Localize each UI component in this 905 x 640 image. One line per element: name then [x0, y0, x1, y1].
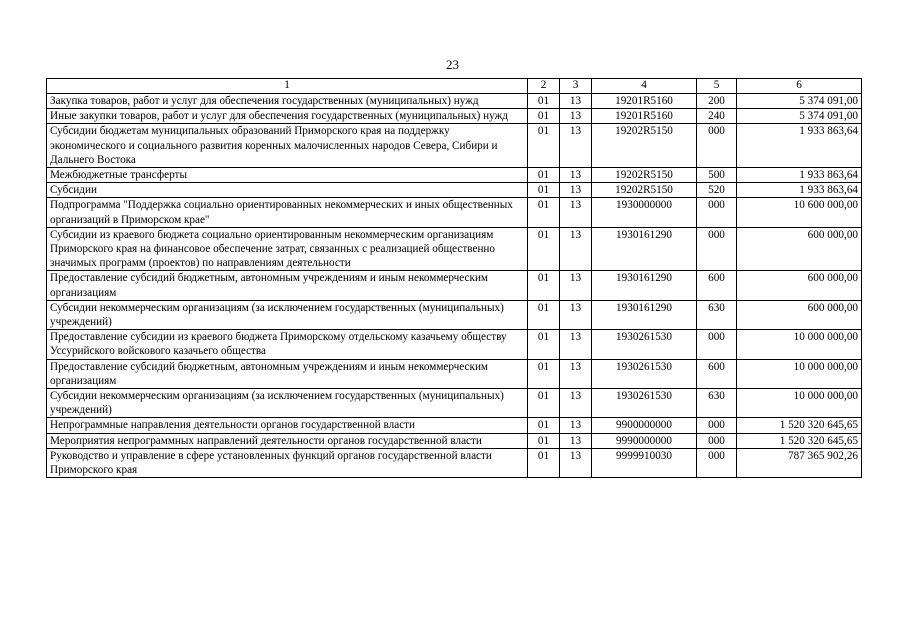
table-row	[47, 271, 862, 300]
cell-target-code: 1930161290	[592, 271, 697, 300]
cell-subsection: 13	[560, 418, 592, 433]
cell-section: 01	[528, 433, 560, 448]
cell-target-code: 19202R5150	[592, 183, 697, 198]
cell-section: 01	[528, 94, 560, 109]
cell-section: 01	[528, 109, 560, 124]
cell-amount: 600 000,00	[737, 271, 862, 300]
table-row	[47, 433, 862, 448]
cell-amount: 1 520 320 645,65	[737, 418, 862, 433]
cell-name: Предоставление субсидии из краевого бюджета Приморскому отдельскому казачьему обществу Уссурийского войскового казачьего общества	[47, 330, 528, 359]
cell-amount: 787 365 902,26	[737, 448, 862, 477]
cell-name: Руководство и управление в сфере установленных функций органов государственной власти Приморского края	[47, 448, 528, 477]
table-row	[47, 300, 862, 329]
cell-amount: 1 933 863,64	[737, 124, 862, 168]
cell-amount: 10 000 000,00	[737, 330, 862, 359]
cell-target-code: 19202R5150	[592, 168, 697, 183]
cell-target-code: 19202R5150	[592, 124, 697, 168]
cell-target-code: 19201R5160	[592, 94, 697, 109]
cell-section: 01	[528, 271, 560, 300]
cell-subsection: 13	[560, 300, 592, 329]
cell-name: Закупка товаров, работ и услуг для обеспечения государственных (муниципальных) нужд	[47, 94, 528, 109]
cell-name: Субсидии бюджетам муниципальных образований Приморского края на поддержку экономического и социального развития коренных малочисленных народов Севера, Сибири и Дальнего Востока	[47, 124, 528, 168]
cell-subsection: 13	[560, 448, 592, 477]
cell-subsection: 13	[560, 109, 592, 124]
cell-target-code: 19201R5160	[592, 109, 697, 124]
cell-subsection: 13	[560, 271, 592, 300]
table-row	[47, 168, 862, 183]
cell-amount: 5 374 091,00	[737, 109, 862, 124]
cell-section: 01	[528, 124, 560, 168]
table-row	[47, 198, 862, 227]
table-row	[47, 389, 862, 418]
cell-subsection: 13	[560, 94, 592, 109]
cell-expense-type: 000	[697, 330, 737, 359]
table-row	[47, 330, 862, 359]
cell-section: 01	[528, 418, 560, 433]
column-header: 2	[528, 79, 560, 94]
cell-amount: 10 000 000,00	[737, 359, 862, 388]
cell-section: 01	[528, 168, 560, 183]
cell-name: Мероприятия непрограммных направлений деятельности органов государственной власти	[47, 433, 528, 448]
cell-subsection: 13	[560, 198, 592, 227]
cell-name: Субсидии	[47, 183, 528, 198]
cell-amount: 1 520 320 645,65	[737, 433, 862, 448]
cell-amount: 5 374 091,00	[737, 94, 862, 109]
cell-expense-type: 000	[697, 433, 737, 448]
cell-expense-type: 000	[697, 448, 737, 477]
column-header: 5	[697, 79, 737, 94]
cell-subsection: 13	[560, 389, 592, 418]
cell-expense-type: 000	[697, 198, 737, 227]
column-header: 3	[560, 79, 592, 94]
cell-name: Субсидии некоммерческим организациям (за исключением государственных (муниципальных) учреждений)	[47, 389, 528, 418]
cell-amount: 1 933 863,64	[737, 168, 862, 183]
cell-amount: 600 000,00	[737, 300, 862, 329]
cell-target-code: 1930000000	[592, 198, 697, 227]
cell-target-code: 1930261530	[592, 359, 697, 388]
cell-name: Субсидии из краевого бюджета социально ориентированным некоммерческим организациям Приморского края на финансовое обеспечение затрат, связанных с реализацией общественно значимых программ (проектов) по направлениям деятельности	[47, 227, 528, 271]
cell-target-code: 1930261530	[592, 330, 697, 359]
cell-subsection: 13	[560, 124, 592, 168]
cell-expense-type: 600	[697, 359, 737, 388]
cell-section: 01	[528, 227, 560, 271]
cell-name: Предоставление субсидий бюджетным, автономным учреждениям и иным некоммерческим организациям	[47, 359, 528, 388]
cell-expense-type: 000	[697, 418, 737, 433]
table-row	[47, 94, 862, 109]
cell-amount: 10 000 000,00	[737, 389, 862, 418]
table-row	[47, 109, 862, 124]
table-row	[47, 359, 862, 388]
cell-expense-type: 000	[697, 124, 737, 168]
cell-subsection: 13	[560, 168, 592, 183]
table-row	[47, 448, 862, 477]
cell-section: 01	[528, 183, 560, 198]
cell-amount: 600 000,00	[737, 227, 862, 271]
cell-expense-type: 630	[697, 389, 737, 418]
cell-target-code: 1930261530	[592, 389, 697, 418]
cell-expense-type: 630	[697, 300, 737, 329]
cell-section: 01	[528, 330, 560, 359]
cell-expense-type: 200	[697, 94, 737, 109]
cell-subsection: 13	[560, 433, 592, 448]
cell-name: Субсидии некоммерческим организациям (за исключением государственных (муниципальных) учреждений)	[47, 300, 528, 329]
cell-section: 01	[528, 389, 560, 418]
cell-subsection: 13	[560, 183, 592, 198]
cell-amount: 1 933 863,64	[737, 183, 862, 198]
table-row	[47, 183, 862, 198]
page-number: 23	[446, 57, 459, 72]
cell-target-code: 9990000000	[592, 433, 697, 448]
table-row	[47, 227, 862, 271]
cell-name: Межбюджетные трансферты	[47, 168, 528, 183]
cell-subsection: 13	[560, 227, 592, 271]
cell-name: Непрограммные направления деятельности органов государственной власти	[47, 418, 528, 433]
cell-name: Предоставление субсидий бюджетным, автономным учреждениям и иным некоммерческим организациям	[47, 271, 528, 300]
cell-subsection: 13	[560, 330, 592, 359]
cell-subsection: 13	[560, 359, 592, 388]
cell-expense-type: 240	[697, 109, 737, 124]
cell-expense-type: 500	[697, 168, 737, 183]
table-header-row	[47, 79, 862, 94]
cell-section: 01	[528, 198, 560, 227]
column-header: 4	[592, 79, 697, 94]
cell-section: 01	[528, 300, 560, 329]
table-row	[47, 124, 862, 168]
cell-name: Иные закупки товаров, работ и услуг для обеспечения государственных (муниципальных) нужд	[47, 109, 528, 124]
column-header: 1	[47, 79, 528, 94]
cell-target-code: 1930161290	[592, 227, 697, 271]
cell-section: 01	[528, 359, 560, 388]
cell-name: Подпрограмма "Поддержка социально ориентированных некоммерческих и иных общественных организаций в Приморском крае"	[47, 198, 528, 227]
cell-target-code: 1930161290	[592, 300, 697, 329]
column-header: 6	[737, 79, 862, 94]
cell-section: 01	[528, 448, 560, 477]
budget-table	[46, 78, 862, 478]
cell-target-code: 9900000000	[592, 418, 697, 433]
cell-amount: 10 600 000,00	[737, 198, 862, 227]
cell-expense-type: 520	[697, 183, 737, 198]
cell-expense-type: 000	[697, 227, 737, 271]
cell-target-code: 9999910030	[592, 448, 697, 477]
table-row	[47, 418, 862, 433]
cell-expense-type: 600	[697, 271, 737, 300]
